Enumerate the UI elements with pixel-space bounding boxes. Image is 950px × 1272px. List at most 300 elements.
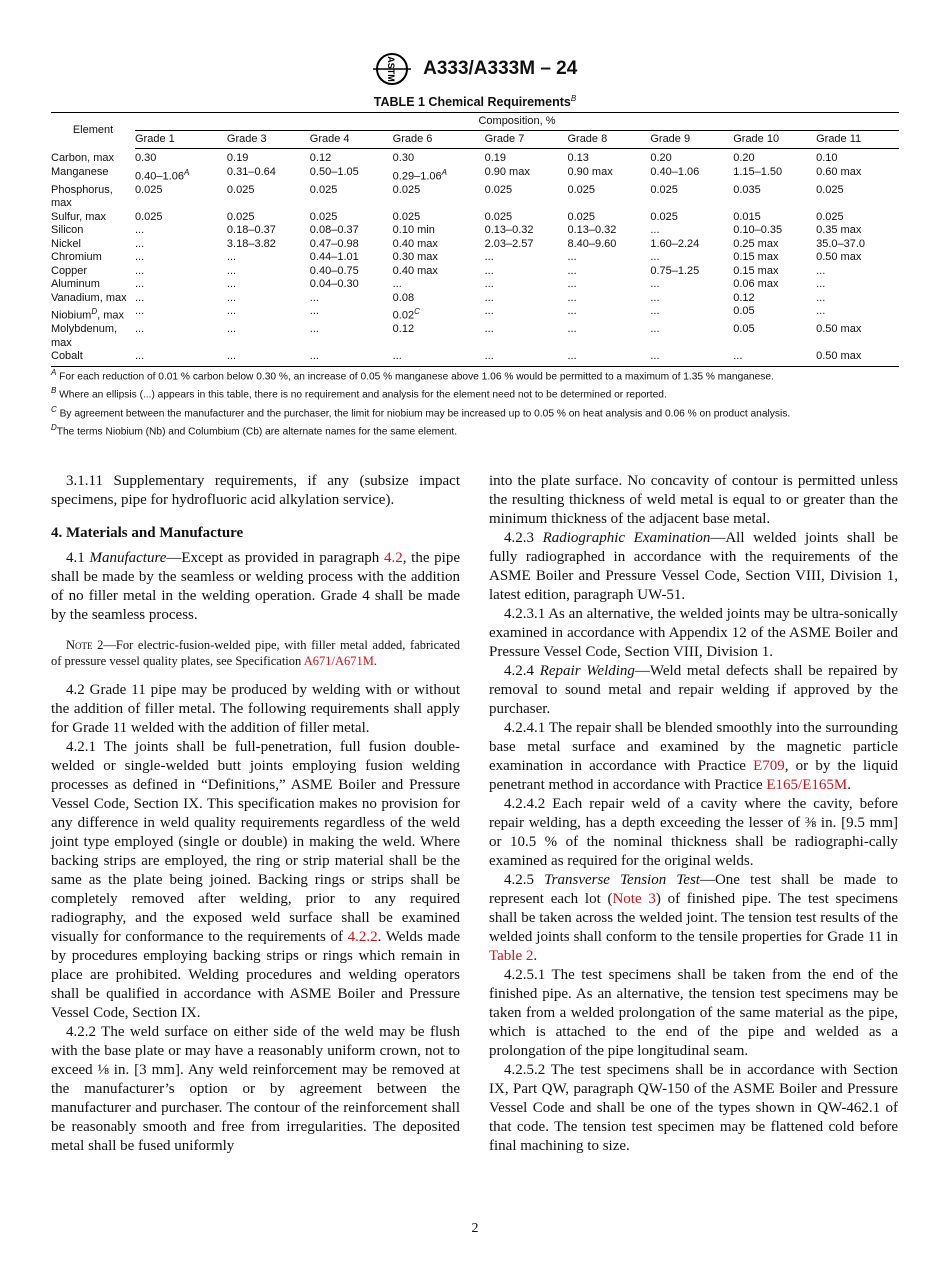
table-cell: [310, 166, 393, 184]
cell-value: ...: [816, 278, 826, 291]
p421-text-b: . Welds made by procedures employing backing strips or rings which remain in place are prohibited. Welding procedures and welding operators shall be qualified in accordance with ASME Boiler and Pressure Vessel Code, Section IX.: [51, 929, 460, 1021]
table-cell: [733, 238, 816, 252]
table-cell: [227, 278, 310, 292]
element-name: [51, 350, 135, 366]
table-row: [51, 149, 899, 166]
table-cell: [485, 251, 568, 265]
cell-value: ...: [309, 291, 319, 304]
table-cell: [227, 184, 310, 211]
table-cell: [310, 265, 393, 279]
table-cell: [485, 238, 568, 252]
element-name-text: Copper: [51, 264, 88, 277]
table-row: [51, 323, 899, 350]
table-row: [51, 292, 899, 306]
p424-num: 4.2.4: [504, 663, 540, 679]
cell-value: 0.15 max: [733, 251, 779, 264]
cell-value: ...: [484, 264, 494, 277]
paragraph-4-2-3: [489, 529, 898, 605]
element-name: [51, 166, 135, 184]
cell-value: ...: [650, 305, 660, 318]
cell-value: ...: [484, 323, 494, 336]
chemical-requirements-table: [51, 112, 899, 367]
cell-value: 0.025: [650, 210, 678, 223]
link-note-3[interactable]: Note 3: [612, 891, 656, 907]
cell-value: 0.025: [816, 210, 844, 223]
table-cell: [227, 265, 310, 279]
table-cell: [227, 251, 310, 265]
cell-value: 0.10: [816, 152, 838, 164]
element-footnote-mark: D: [91, 307, 98, 317]
table-cell: [135, 278, 227, 292]
cell-value: 0.035: [733, 183, 761, 196]
table-cell: [567, 323, 650, 350]
cell-value: ...: [650, 323, 660, 336]
footnote-text: The terms Niobium (Nb) and Columbium (Cb) are alternate names for the same element.: [56, 426, 458, 438]
left-column: [51, 472, 460, 1156]
p423-num: 4.2.3: [504, 530, 543, 546]
table-cell: [135, 292, 227, 306]
cell-value: ...: [567, 251, 577, 264]
table-cell: [485, 184, 568, 211]
element-name-text: Molybdenum, max: [51, 323, 118, 349]
table-title-text: TABLE 1 Chemical Requirements: [373, 95, 571, 110]
cell-value: 0.19: [226, 152, 249, 164]
element-name-text: Phosphorus, max: [51, 183, 113, 210]
grade-header: Grade 7: [485, 130, 568, 149]
table-cell: [650, 251, 733, 265]
cell-value: 0.025: [567, 183, 595, 196]
cell-value: ...: [567, 350, 577, 363]
table-footnotes: [51, 366, 911, 440]
cell-value: ...: [309, 323, 319, 336]
cell-value: ...: [484, 278, 494, 291]
element-name-text: Sulfur, max: [51, 210, 107, 223]
element-name-text: Nickel: [51, 237, 81, 250]
cell-value: ...: [484, 291, 494, 304]
table-cell: [485, 350, 568, 366]
p4241-text-c: .: [847, 777, 851, 793]
cell-value: 0.29–1.06: [392, 170, 442, 183]
cell-value: 0.02: [392, 309, 415, 322]
cell-value: ...: [567, 278, 577, 291]
table-cell: [650, 149, 733, 166]
element-name-text: Carbon, max: [51, 151, 114, 164]
cell-value: 0.025: [392, 183, 421, 196]
cell-value: 0.025: [650, 183, 678, 196]
cell-value: 0.90 max: [567, 165, 613, 178]
link-e709[interactable]: E709: [753, 758, 785, 774]
table-cell: [135, 166, 227, 184]
cell-value: 0.04–0.30: [309, 278, 359, 291]
page-number: 2: [471, 1221, 479, 1236]
paragraph-4-2-4-2: 4.2.4.2 Each repair weld of a cavity where the cavity, before repair welding, has a depth exceeding the lesser of ⅜ in. [9.5 mm] or 10.5 % of the nominal thickness shall be radiographi-cally examined as required for the original welds.: [489, 796, 898, 869]
table-cell: [733, 224, 816, 238]
footnote-mark: A: [51, 368, 57, 377]
table-cell: [650, 184, 733, 211]
table-cell: [485, 292, 568, 306]
paragraph-4-2-1: [51, 738, 460, 1023]
element-name-text: Niobium: [51, 309, 92, 322]
table-cell: [227, 305, 310, 323]
table-cell: [567, 224, 650, 238]
footnote-mark: B: [51, 386, 57, 396]
table-cell: [816, 224, 899, 238]
table-cell: [393, 184, 485, 211]
cell-value: ...: [226, 323, 237, 336]
table-cell: [310, 211, 393, 225]
cell-value: 0.08: [392, 291, 415, 304]
table-cell: [310, 184, 393, 211]
cell-value: 0.50 max: [816, 323, 862, 336]
p425-text-c: .: [533, 948, 538, 964]
element-name: [51, 323, 135, 350]
cell-value: ...: [135, 323, 145, 336]
table-cell: [650, 265, 733, 279]
paragraph-4-2-5-1: 4.2.5.1 The test specimens shall be taken from the end of the finished pipe. As an alternative, the tension test specimens may be taken from a welded prolongation of the same material as the pipe, which is attached to the end of the pipe and welded as a prolongation of the pipe longitudinal seam.: [489, 967, 898, 1059]
cell-value: ...: [484, 305, 494, 318]
cell-value: 0.20: [733, 152, 755, 164]
table-cell: [733, 292, 816, 306]
table-cell: [227, 149, 310, 166]
table-cell: [393, 224, 485, 238]
grade-header: Grade 10: [733, 130, 816, 149]
p4241-text-a: 4.2.4.1 The repair shall be blended smoothly into the surrounding base metal surface and examined by the magnetic particle examination in accordance with Practice: [489, 720, 898, 774]
paragraph-4-2-4-1: [489, 719, 898, 795]
cell-value: ...: [650, 224, 660, 237]
cell-value: 0.40–1.06: [650, 165, 700, 178]
table-cell: [567, 292, 650, 306]
table-footnote: [51, 384, 911, 402]
composition-header: Composition, %: [135, 113, 899, 131]
table-footnote: [51, 421, 911, 439]
table-cell: [310, 305, 393, 323]
paragraph-continued: into the plate surface. No concavity of contour is permitted unless the resulting thickness of weld metal is equal to or greater than the minimum thickness of the adjacent base metal.: [489, 473, 898, 527]
cell-value: ...: [135, 264, 145, 277]
cell-value: 0.20: [650, 152, 672, 164]
cell-value: 0.13–0.32: [567, 224, 617, 237]
table-row: [51, 211, 899, 225]
standard-code: A333/A333M – 24: [423, 58, 578, 79]
note-2: [51, 637, 460, 669]
table-cell: [816, 305, 899, 323]
element-name: [51, 149, 135, 166]
table-cell: [567, 305, 650, 323]
cell-value: 2.03–2.57: [484, 237, 534, 250]
element-name-text: Chromium: [51, 251, 102, 264]
table-row: [51, 350, 899, 366]
table-cell: [816, 251, 899, 265]
table-cell: [393, 211, 485, 225]
cell-value: 0.025: [392, 210, 421, 223]
table-cell: [310, 251, 393, 265]
table-cell: [733, 350, 816, 366]
table-cell: [567, 238, 650, 252]
cell-value: ...: [226, 264, 237, 277]
cell-value: ...: [309, 350, 319, 363]
page-header: [0, 52, 950, 86]
table-cell: [135, 251, 227, 265]
cell-value: ...: [650, 350, 660, 363]
table-cell: [135, 224, 227, 238]
cell-value: ...: [226, 305, 237, 318]
table-cell: [393, 251, 485, 265]
link-4-2-2[interactable]: 4.2.2: [347, 929, 378, 945]
cell-value: ...: [135, 291, 145, 304]
element-name: [51, 278, 135, 292]
cell-value: 0.025: [484, 183, 513, 196]
table-cell: [567, 184, 650, 211]
table-cell: [816, 166, 899, 184]
link-table-2[interactable]: Table 2: [489, 948, 534, 964]
table-cell: [650, 305, 733, 323]
paragraph-4-2-2: 4.2.2 The weld surface on either side of the weld may be flush with the base plate or may have a reasonably uniform crown, not to exceed ⅛ in. [3 mm]. Any weld reinforcement may be removed at the manufacturer’s option or by agreement between the manufacturer and purchaser. The contour of the reinforcement shall be reasonably smooth and free from irregularities. The deposited metal shall be fused uniformly: [51, 1024, 460, 1154]
table-cell: [567, 211, 650, 225]
cell-value: 0.40–1.06: [135, 170, 184, 183]
element-name: [51, 292, 135, 306]
cell-value: ...: [226, 278, 237, 291]
cell-value: ...: [567, 264, 577, 277]
table-cell: [227, 224, 310, 238]
cell-value: 0.13–0.32: [484, 224, 534, 237]
element-name-text: Aluminum: [51, 278, 100, 291]
grade-header: Grade 8: [567, 130, 650, 149]
p423-text: —All welded joints shall be fully radiographed in accordance with the requirements of the ASME Boiler and Pressure Vessel Code, Section VIII, Division 1, latest edition, paragraph UW-51.: [489, 530, 899, 603]
paragraph-4-2-5-2: 4.2.5.2 The test specimens shall be in accordance with Section IX, Part QW, paragraph QW-150 of the ASME Boiler and Pressure Vessel Code and shall be one of the types shown in QW-462.1 of that code. The tension test specimen may be flattened cold before final machining to size.: [489, 1062, 898, 1154]
table-cell: [816, 292, 899, 306]
table-cell: [310, 224, 393, 238]
p41-text-a: —Except as provided in paragraph: [166, 550, 384, 566]
cell-value: 0.50–1.05: [309, 165, 359, 178]
table-cell: [567, 149, 650, 166]
table-cell: [733, 323, 816, 350]
table-cell: [485, 278, 568, 292]
cell-value: ...: [650, 278, 660, 291]
table-cell: [650, 211, 733, 225]
table-footnote: [51, 403, 911, 421]
footnote-mark: D: [51, 423, 57, 433]
cell-value: 0.75–1.25: [650, 264, 700, 277]
footnote-text: By agreement between the manufacturer and the purchaser, the limit for niobium may be increased up to 0.05 % on heat analysis and 0.06 % on product analysis.: [56, 408, 791, 420]
cell-value: 0.40–0.75: [309, 264, 359, 277]
table-cell: [393, 278, 485, 292]
table-cell: [650, 278, 733, 292]
cell-value: 0.47–0.98: [309, 237, 359, 250]
element-name-text: Cobalt: [51, 350, 83, 363]
table-cell: [816, 149, 899, 166]
element-name: [51, 211, 135, 225]
cell-value: 0.10–0.35: [733, 224, 783, 237]
paragraph-3-1-11: 3.1.11 Supplementary requirements, if any (subsize impact specimens, pipe for hydrofluoric acid alkylation service).: [51, 473, 460, 508]
table-row: [51, 278, 899, 292]
table-cell: [393, 149, 485, 166]
cell-value: ...: [226, 251, 237, 264]
cell-value: 0.30: [135, 152, 157, 164]
p4241-text-b: , or by the liquid penetrant method in accordance with Practice: [489, 758, 898, 793]
cell-value: 0.025: [135, 183, 163, 196]
astm-logo-text: ASTM: [385, 56, 396, 82]
table-cell: [310, 238, 393, 252]
p424-text: —Weld metal defects shall be repaired by removal to sound metal and repair welding if approved by the purchaser.: [489, 663, 898, 717]
table-cell: [485, 211, 568, 225]
cell-value: 35.0–37.0: [816, 237, 866, 250]
cell-value: ...: [135, 237, 145, 250]
table-cell: [485, 323, 568, 350]
cell-value: ...: [484, 251, 494, 264]
table-cell: [310, 350, 393, 366]
paragraph-4-1: [51, 549, 460, 625]
table-cell: [650, 323, 733, 350]
cell-value: 0.015: [733, 210, 761, 223]
element-name: [51, 305, 135, 323]
element-name: [51, 251, 135, 265]
cell-value: 0.19: [484, 152, 507, 164]
table-cell: [816, 265, 899, 279]
table-cell: [310, 323, 393, 350]
table-cell: [650, 292, 733, 306]
cell-value: ...: [135, 224, 145, 237]
table-cell: [485, 166, 568, 184]
cell-value: 0.40 max: [392, 264, 438, 277]
table-cell: [733, 211, 816, 225]
cell-value: ...: [816, 291, 826, 304]
table-cell: [567, 265, 650, 279]
link-a671[interactable]: A671/A671M: [303, 654, 374, 668]
table-cell: [485, 305, 568, 323]
grade-header: Grade 4: [310, 130, 393, 149]
p425-text-b: ) of finished pipe. The test specimens shall be taken across the welded joint. The tension test results of the welded joints shall conform to the tensile properties for Grade 11 in: [489, 891, 898, 945]
cell-value: 0.05: [733, 323, 755, 336]
table-row: [51, 251, 899, 265]
table-cell: [227, 292, 310, 306]
table-cell: [567, 166, 650, 184]
table-cell: [135, 238, 227, 252]
cell-value: 1.60–2.24: [650, 237, 700, 250]
table-cell: [485, 224, 568, 238]
cell-value: 0.15 max: [733, 264, 779, 277]
cell-value: 0.30: [392, 152, 415, 164]
cell-value: 0.025: [135, 210, 163, 223]
cell-value: 0.025: [309, 183, 338, 196]
table-cell: [135, 305, 227, 323]
cell-value: 0.025: [816, 183, 844, 196]
table-cell: [733, 184, 816, 211]
cell-footnote-mark: C: [414, 307, 420, 317]
table-cell: [733, 251, 816, 265]
table-title-note: B: [570, 94, 577, 103]
p41-num: 4.1: [66, 550, 90, 566]
cell-value: ...: [567, 305, 577, 318]
cell-value: 0.50 max: [816, 350, 862, 363]
cell-value: 0.025: [484, 210, 513, 223]
grade-header: Grade 3: [227, 130, 310, 149]
table-cell: [816, 323, 899, 350]
paragraph-4-2: 4.2 Grade 11 pipe may be produced by welding with or without the addition of filler metal. The following requirements shall apply for Grade 11 welded with the addition of filler metal.: [51, 682, 460, 736]
section-heading-4: 4. Materials and Manufacture: [51, 525, 244, 541]
p41-text-b: , the pipe shall be made by the seamless or welding process with the addition of no filler metal in the welding operation. Grade 4 shall be made by the seamless process.: [51, 550, 461, 623]
cell-value: 0.12: [392, 323, 415, 336]
table-cell: [310, 292, 393, 306]
element-header: Element: [72, 124, 114, 136]
table-cell: [227, 238, 310, 252]
paragraph-4-2-4: [489, 662, 898, 719]
astm-logo-icon: [373, 52, 411, 86]
table-cell: [393, 323, 485, 350]
cell-value: 0.18–0.37: [226, 224, 276, 237]
link-4-2[interactable]: 4.2: [383, 550, 403, 566]
table-cell: [733, 265, 816, 279]
table-cell: [135, 184, 227, 211]
link-e165[interactable]: E165/E165M: [766, 777, 848, 793]
table-cell: [567, 278, 650, 292]
cell-value: 0.025: [567, 210, 595, 223]
table-cell: [650, 238, 733, 252]
p421-text-a: 4.2.1 The joints shall be full-penetration, full fusion double-welded or single-welded butt joints employing fusion welding processes as defined in “Definitions,” ASME Boiler and Pressure Vessel Code, Section IX. This specification makes no provision for any difference in weld quality requirements regardless of the weld joint type employed (single or double) in making the weld. Where backing strips are employed, the ring or strip material shall be the same as the plate being joined. Backing rings or strips shall be completely removed after welding, prior to any required radiography, and the exposed weld surface shall be examined visually for conformance to the requirements of: [51, 739, 460, 945]
footnote-text: For each reduction of 0.01 % carbon below 0.30 %, an increase of 0.05 % manganese above 1.06 % would be permitted to a maximum of 1.35 % manganese.: [56, 371, 774, 383]
cell-value: ...: [733, 350, 743, 363]
table-row: [51, 166, 899, 184]
grade-header: Grade 1: [135, 130, 227, 149]
table-title: [0, 94, 950, 109]
table-cell: [650, 224, 733, 238]
table-cell: [567, 251, 650, 265]
table-row: [51, 305, 899, 323]
p425-title: Transverse Tension Test: [544, 872, 700, 888]
table-cell: [135, 265, 227, 279]
table-cell: [135, 323, 227, 350]
table-cell: [393, 292, 485, 306]
cell-value: 0.025: [226, 210, 255, 223]
table-row: [51, 224, 899, 238]
cell-value: ...: [226, 291, 237, 304]
cell-value: 0.025: [226, 183, 255, 196]
table-cell: [393, 350, 485, 366]
cell-value: ...: [135, 251, 145, 264]
paragraph-4-2-3-1: 4.2.3.1 As an alternative, the welded joints may be ultra-sonically examined in accordance with Appendix 12 of the ASME Boiler and Pressure Vessel Code, Section VIII, Division 1.: [489, 606, 898, 660]
element-name-text: Manganese: [51, 165, 109, 178]
cell-value: ...: [484, 350, 494, 363]
table-cell: [733, 166, 816, 184]
table-cell: [733, 278, 816, 292]
cell-value: ...: [567, 291, 577, 304]
table-cell: [310, 149, 393, 166]
table-cell: [135, 350, 227, 366]
cell-value: 0.44–1.01: [309, 251, 359, 264]
table-cell: [135, 149, 227, 166]
cell-value: 0.10 min: [392, 224, 435, 237]
cell-footnote-mark: A: [441, 167, 447, 177]
cell-value: ...: [309, 305, 319, 318]
p425-text-a: —One test shall be made to represent each lot (: [489, 872, 898, 907]
table-cell: [816, 184, 899, 211]
element-name: [51, 265, 135, 279]
table-cell: [816, 238, 899, 252]
cell-value: 0.90 max: [484, 165, 530, 178]
cell-value: 0.30 max: [392, 251, 438, 264]
cell-value: ...: [135, 278, 145, 291]
table-cell: [310, 278, 393, 292]
table-cell: [485, 149, 568, 166]
cell-value: 0.13: [567, 152, 589, 164]
cell-value: 0.025: [309, 210, 338, 223]
table-cell: [393, 166, 485, 184]
cell-footnote-mark: A: [183, 167, 190, 177]
table-cell: [135, 211, 227, 225]
grade-header: Grade 6: [393, 130, 485, 149]
table-cell: [227, 211, 310, 225]
table-cell: [733, 305, 816, 323]
table-cell: [816, 350, 899, 366]
note-end: .: [373, 654, 377, 668]
